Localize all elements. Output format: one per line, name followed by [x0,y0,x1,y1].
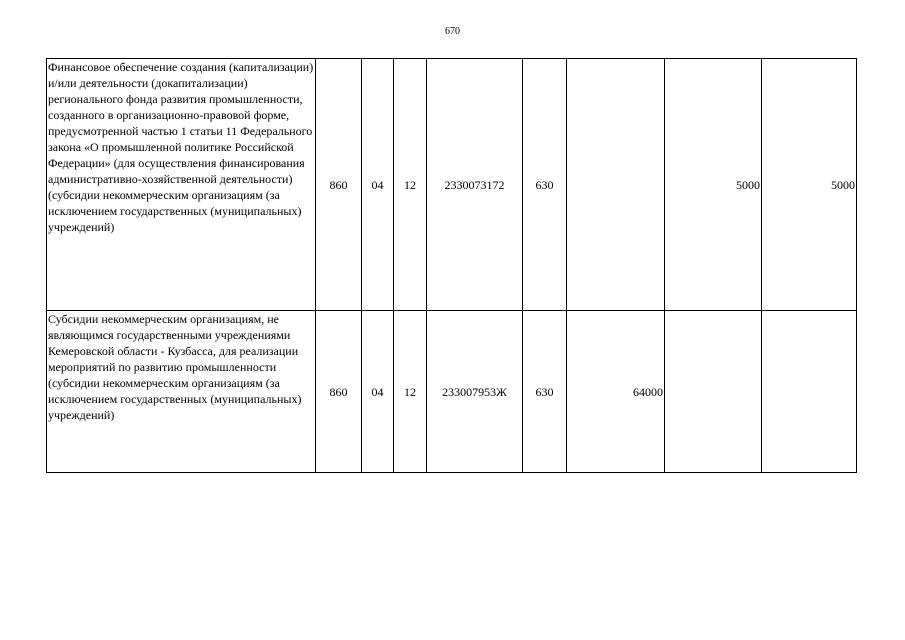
row-description: Финансовое обеспечение создания (капитализации) и/или деятельности (докапитализации) регионального фонда развития промышленности, созданного в организационно-правовой форме, предусмотренной частью 1 статьи 11 Федерального закона «О промышленной политике Российской Федерации» (для осуществления финансирования административно-хозяйственной деятельности) (субсидии некоммерческим организациям (за исключением государственных (муниципальных) учреждений) [47,59,316,311]
target-article-code: 233007953Ж [427,311,523,473]
expense-type-code: 630 [523,59,567,311]
table-row [47,59,857,311]
amount-year-2 [665,311,762,473]
ministry-code: 860 [316,311,362,473]
expense-type-code: 630 [523,311,567,473]
budget-table [46,58,857,473]
table-row [47,311,857,473]
section-code: 04 [362,311,394,473]
amount-year-3: 5000 [762,59,857,311]
subsection-code: 12 [394,311,427,473]
amount-year-1 [567,59,665,311]
section-code: 04 [362,59,394,311]
amount-year-1: 64000 [567,311,665,473]
amount-year-2: 5000 [665,59,762,311]
subsection-code: 12 [394,59,427,311]
row-description: Субсидии некоммерческим организациям, не являющимся государственными учреждениями Кемеровской области - Кузбасса, для реализации мероприятий по развитию промышленности (субсидии некоммерческим организациям (за исключением государственных (муниципальных) учреждений) [47,311,316,473]
target-article-code: 2330073172 [427,59,523,311]
ministry-code: 860 [316,59,362,311]
page-number: 670 [445,26,460,37]
amount-year-3 [762,311,857,473]
